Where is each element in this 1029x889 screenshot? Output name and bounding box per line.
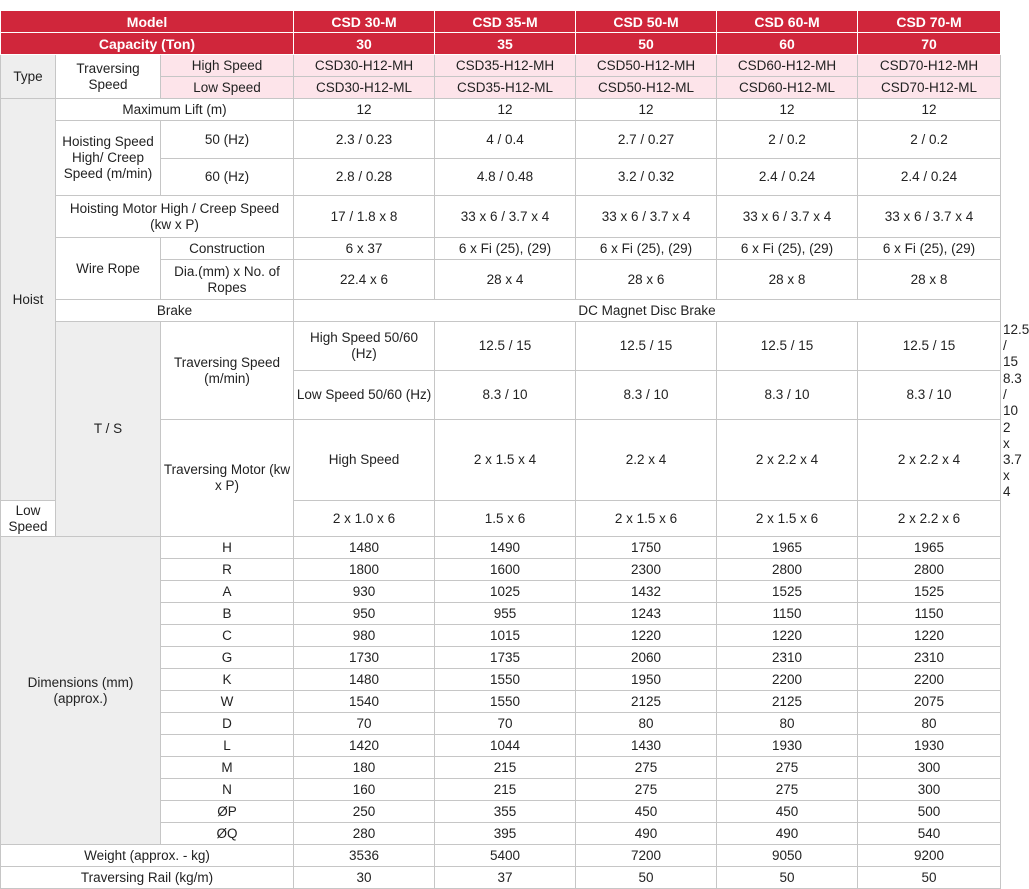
value-cell: 490	[717, 823, 858, 845]
dimension-key: A	[161, 581, 294, 603]
ts-low-label: Low Speed 50/60 (Hz)	[294, 371, 435, 420]
value-cell: CSD35-H12-MH	[435, 55, 576, 77]
value-cell: 1150	[858, 603, 1001, 625]
value-cell: 540	[858, 823, 1001, 845]
value-cell: 180	[294, 757, 435, 779]
dimension-key: G	[161, 647, 294, 669]
value-cell: CSD50-H12-ML	[576, 77, 717, 99]
value-cell: 2075	[858, 691, 1001, 713]
value-cell: 395	[435, 823, 576, 845]
value-cell: 2.4 / 0.24	[858, 159, 1001, 196]
value-cell: 30	[294, 867, 435, 889]
type-label: Type	[1, 55, 56, 99]
value-cell: 1430	[576, 735, 717, 757]
max-lift-label: Maximum Lift (m)	[56, 99, 294, 121]
dimension-key: N	[161, 779, 294, 801]
dimension-key: ØQ	[161, 823, 294, 845]
value-cell: 2800	[858, 559, 1001, 581]
value-cell: 6 x 37	[294, 238, 435, 260]
value-cell: 1432	[576, 581, 717, 603]
value-cell: 1480	[294, 669, 435, 691]
value-cell: CSD50-H12-MH	[576, 55, 717, 77]
wire-rope-label: Wire Rope	[56, 238, 161, 300]
value-cell: 1550	[435, 669, 576, 691]
dimension-key: W	[161, 691, 294, 713]
value-cell: 955	[435, 603, 576, 625]
value-cell: 2.7 / 0.27	[576, 121, 717, 159]
value-cell: 1420	[294, 735, 435, 757]
value-cell: 6 x Fi (25), (29)	[435, 238, 576, 260]
value-cell: 355	[435, 801, 576, 823]
high-speed-label: High Speed	[161, 55, 294, 77]
value-cell: 2 / 0.2	[717, 121, 858, 159]
value-cell: 2200	[858, 669, 1001, 691]
value-cell: 12.5 / 15	[435, 322, 576, 371]
value-cell: 275	[717, 757, 858, 779]
value-cell: 1025	[435, 581, 576, 603]
value-cell: 50	[576, 867, 717, 889]
value-cell: 3.2 / 0.32	[576, 159, 717, 196]
traversing-speed-label: Traversing Speed	[56, 55, 161, 99]
value-cell: CSD70-H12-MH	[858, 55, 1001, 77]
value-cell: 9050	[717, 845, 858, 867]
value-cell: 1730	[294, 647, 435, 669]
value-cell: 2 x 2.2 x 4	[858, 420, 1001, 501]
low-speed-label: Low Speed	[161, 77, 294, 99]
value-cell: 12.5 / 15	[717, 322, 858, 371]
value-cell: 12.5 / 15	[858, 322, 1001, 371]
value-cell: 4.8 / 0.48	[435, 159, 576, 196]
value-cell: 2300	[576, 559, 717, 581]
dimension-key: B	[161, 603, 294, 625]
value-cell: 1965	[717, 537, 858, 559]
value-cell: 2310	[858, 647, 1001, 669]
model-name: CSD 50-M	[576, 11, 717, 33]
value-cell: 80	[717, 713, 858, 735]
value-cell: 12	[858, 99, 1001, 121]
value-cell: 2.4 / 0.24	[717, 159, 858, 196]
dimension-key: D	[161, 713, 294, 735]
value-cell: 275	[576, 757, 717, 779]
capacity-value: 50	[576, 33, 717, 55]
value-cell: 50	[858, 867, 1001, 889]
value-cell: 1930	[717, 735, 858, 757]
dimension-key: H	[161, 537, 294, 559]
value-cell: 28 x 8	[717, 260, 858, 300]
value-cell: 12	[576, 99, 717, 121]
ts-label: T / S	[56, 322, 161, 537]
value-cell: 980	[294, 625, 435, 647]
value-cell: CSD30-H12-MH	[294, 55, 435, 77]
value-cell: 1220	[858, 625, 1001, 647]
value-cell: 6 x Fi (25), (29)	[858, 238, 1001, 260]
value-cell: 3536	[294, 845, 435, 867]
hoisting-speed-label: Hoisting Speed High/ Creep Speed (m/min)	[56, 121, 161, 196]
value-cell: 1480	[294, 537, 435, 559]
value-cell: 7200	[576, 845, 717, 867]
value-cell: 1950	[576, 669, 717, 691]
value-cell: CSD35-H12-ML	[435, 77, 576, 99]
value-cell: 450	[576, 801, 717, 823]
value-cell: CSD60-H12-MH	[717, 55, 858, 77]
value-cell: 300	[858, 779, 1001, 801]
value-cell: 70	[294, 713, 435, 735]
brake-label: Brake	[56, 300, 294, 322]
model-name: CSD 70-M	[858, 11, 1001, 33]
value-cell: 1800	[294, 559, 435, 581]
construction-label: Construction	[161, 238, 294, 260]
value-cell: 215	[435, 757, 576, 779]
value-cell: 1220	[717, 625, 858, 647]
value-cell: 50	[717, 867, 858, 889]
value-cell: 1243	[576, 603, 717, 625]
value-cell: 80	[576, 713, 717, 735]
value-cell: CSD60-H12-ML	[717, 77, 858, 99]
dimensions-label: Dimensions (mm) (approx.)	[1, 537, 161, 845]
value-cell: 950	[294, 603, 435, 625]
rail-label: Traversing Rail (kg/m)	[1, 867, 294, 889]
value-cell: 1540	[294, 691, 435, 713]
ts-high-label: High Speed 50/60 (Hz)	[294, 322, 435, 371]
value-cell: 2 x 1.0 x 6	[294, 501, 435, 537]
value-cell: 1930	[858, 735, 1001, 757]
value-cell: 1015	[435, 625, 576, 647]
value-cell: 2060	[576, 647, 717, 669]
value-cell: 2800	[717, 559, 858, 581]
value-cell: 28 x 8	[858, 260, 1001, 300]
dimension-key: R	[161, 559, 294, 581]
value-cell: 450	[717, 801, 858, 823]
value-cell: 2.8 / 0.28	[294, 159, 435, 196]
value-cell: 4 / 0.4	[435, 121, 576, 159]
ts-motor-high-label: High Speed	[294, 420, 435, 501]
value-cell: 28 x 6	[576, 260, 717, 300]
model-name: CSD 30-M	[294, 11, 435, 33]
value-cell: 2310	[717, 647, 858, 669]
weight-label: Weight (approx. - kg)	[1, 845, 294, 867]
value-cell: 12	[294, 99, 435, 121]
value-cell: 9200	[858, 845, 1001, 867]
dimension-key: C	[161, 625, 294, 647]
value-cell: 8.3 / 10	[435, 371, 576, 420]
value-cell: CSD30-H12-ML	[294, 77, 435, 99]
value-cell: 2 x 1.5 x 6	[576, 501, 717, 537]
ts-motor-low-label: Low Speed	[1, 501, 56, 537]
value-cell: 1220	[576, 625, 717, 647]
ts-speed-label: Traversing Speed (m/min)	[161, 322, 294, 420]
value-cell: 12.5 / 15	[576, 322, 717, 371]
value-cell: 12	[435, 99, 576, 121]
value-cell: 280	[294, 823, 435, 845]
value-cell: 215	[435, 779, 576, 801]
value-cell: 6 x Fi (25), (29)	[717, 238, 858, 260]
value-cell: 1.5 x 6	[435, 501, 576, 537]
value-cell: 1150	[717, 603, 858, 625]
dimension-key: L	[161, 735, 294, 757]
hoisting-motor-label: Hoisting Motor High / Creep Speed (kw x P)	[56, 196, 294, 238]
ts-motor-label: Traversing Motor (kw x P)	[161, 420, 294, 537]
value-cell: 2 x 1.5 x 6	[717, 501, 858, 537]
value-cell: 300	[858, 757, 1001, 779]
value-cell: 2 x 2.2 x 4	[717, 420, 858, 501]
value-cell: 1525	[858, 581, 1001, 603]
value-cell: 2 / 0.2	[858, 121, 1001, 159]
spec-table: Model CSD 30-M CSD 35-M CSD 50-M CSD 60-M CSD 70-M Capacity (Ton) 30 35 50 60 70 Type Traversing Speed High Speed CSD30-H12-MH CSD35-H12-MH CSD50-H12-MH CSD60-H12-MH CSD70-H12-MH Low Speed CSD30-H12-ML CSD35-H12-ML CSD50-H12-ML CSD60-H12-ML CSD70-H12-ML Hoist Maximum Lift (m) 12 12 12 12 12 Hoisting Speed High/ Creep Speed (m/min) 50 (Hz) 2.3 / 0.23 4 / 0.4 2.7 / 0.27 2 / 0.2 2 / 0.2 60 (Hz) 2.8 / 0.28 4.8 / 0.48 3.2 / 0.32 2.4 / 0.24 2.4 / 0.24 Hoisting Motor High / Creep Speed (kw x P) 17 / 1.8 x 8 33 x 6 / 3.7 x 4 33 x 6 / 3.7 x 4 33 x 6 / 3.7 x 4 33 x 6 / 3.7 x 4 Wire Rope Construction 6 x 37 6 x Fi (25), (29) 6 x Fi (25), (29) 6 x Fi (25), (29) 6 x Fi (25), (29) Dia.(mm) x No. of Ropes 22.4 x 6 28 x 4 28 x 6 28 x 8 28 x 8 Brake DC Magnet Disc Brake T / S Traversing Speed (m/min) High Speed 50/60 (Hz) 12.5 / 15 12.5 / 15 12.5 / 15 12.5 / 15 12.5 / 15 Low Speed 50/60 (Hz) 8.3 / 10 8.3 / 10 8.3 / 10 8.3 / 10 8.3 / 10 Traversing Motor (kw x P) High Speed 2 x 1.5 x 4 2.2 x 4 2 x 2.2 x 4 2 x 2.2 x 4 2 x 3.7 x 4 Low Speed 2 x 1.0 x 6 1.5 x 6 2 x 1.5 x 6 2 x 1.5 x 6 2 x 2.2 x 6 Dimensions (mm) (approx.) H 1480 1490 1750 1965 1965 R 1800 1600 2300 2800 2800 A 930 1025 1432 1525 1525 B 950 955 1243 1150 1150 C 980 1015 1220 1220 1220 G 1730 1735 2060 2310 2310 K 1480 1550 1950 2200 2200 W 1540 1550 2125 2125 2075 D 70 70 80 80 80 L 1420 1044 1430 1930 1930 M 180 215 275 275 300 N 160 215 275 275 300 ØP 250 355 450 450 500 ØQ 280 395 490 490 540 Weight (approx. - kg) 3536 5400 7200 9050 9200 Traversing Rail (kg/m) 30 37 50 50 50	[0, 10, 1001, 889]
value-cell: 8.3 / 10	[717, 371, 858, 420]
dimension-key: M	[161, 757, 294, 779]
dimension-key: ØP	[161, 801, 294, 823]
brake-value: DC Magnet Disc Brake	[294, 300, 1001, 322]
value-cell: 275	[576, 779, 717, 801]
capacity-value: 70	[858, 33, 1001, 55]
model-header: Model	[1, 11, 294, 33]
value-cell: 2 x 1.5 x 4	[435, 420, 576, 501]
value-cell: 1750	[576, 537, 717, 559]
value-cell: 12	[717, 99, 858, 121]
value-cell: 1550	[435, 691, 576, 713]
value-cell: 5400	[435, 845, 576, 867]
capacity-value: 60	[717, 33, 858, 55]
capacity-value: 35	[435, 33, 576, 55]
value-cell: 1965	[858, 537, 1001, 559]
model-name: CSD 35-M	[435, 11, 576, 33]
value-cell: 1600	[435, 559, 576, 581]
value-cell: 1044	[435, 735, 576, 757]
hoist-label: Hoist	[1, 99, 56, 501]
dia-label: Dia.(mm) x No. of Ropes	[161, 260, 294, 300]
value-cell: 33 x 6 / 3.7 x 4	[717, 196, 858, 238]
value-cell: 1490	[435, 537, 576, 559]
value-cell: 2.2 x 4	[576, 420, 717, 501]
value-cell: 2125	[717, 691, 858, 713]
value-cell: 28 x 4	[435, 260, 576, 300]
value-cell: 275	[717, 779, 858, 801]
value-cell: 250	[294, 801, 435, 823]
value-cell: 22.4 x 6	[294, 260, 435, 300]
model-name: CSD 60-M	[717, 11, 858, 33]
capacity-header: Capacity (Ton)	[1, 33, 294, 55]
value-cell: 70	[435, 713, 576, 735]
value-cell: 6 x Fi (25), (29)	[576, 238, 717, 260]
value-cell: 8.3 / 10	[858, 371, 1001, 420]
value-cell: 8.3 / 10	[576, 371, 717, 420]
value-cell: 33 x 6 / 3.7 x 4	[435, 196, 576, 238]
hz50-label: 50 (Hz)	[161, 121, 294, 159]
value-cell: 37	[435, 867, 576, 889]
value-cell: CSD70-H12-ML	[858, 77, 1001, 99]
value-cell: 2 x 2.2 x 6	[858, 501, 1001, 537]
value-cell: 33 x 6 / 3.7 x 4	[576, 196, 717, 238]
value-cell: 1525	[717, 581, 858, 603]
value-cell: 490	[576, 823, 717, 845]
value-cell: 80	[858, 713, 1001, 735]
value-cell: 2.3 / 0.23	[294, 121, 435, 159]
value-cell: 17 / 1.8 x 8	[294, 196, 435, 238]
hz60-label: 60 (Hz)	[161, 159, 294, 196]
capacity-value: 30	[294, 33, 435, 55]
value-cell: 2200	[717, 669, 858, 691]
value-cell: 160	[294, 779, 435, 801]
value-cell: 2125	[576, 691, 717, 713]
value-cell: 1735	[435, 647, 576, 669]
dimension-key: K	[161, 669, 294, 691]
value-cell: 500	[858, 801, 1001, 823]
value-cell: 33 x 6 / 3.7 x 4	[858, 196, 1001, 238]
value-cell: 930	[294, 581, 435, 603]
